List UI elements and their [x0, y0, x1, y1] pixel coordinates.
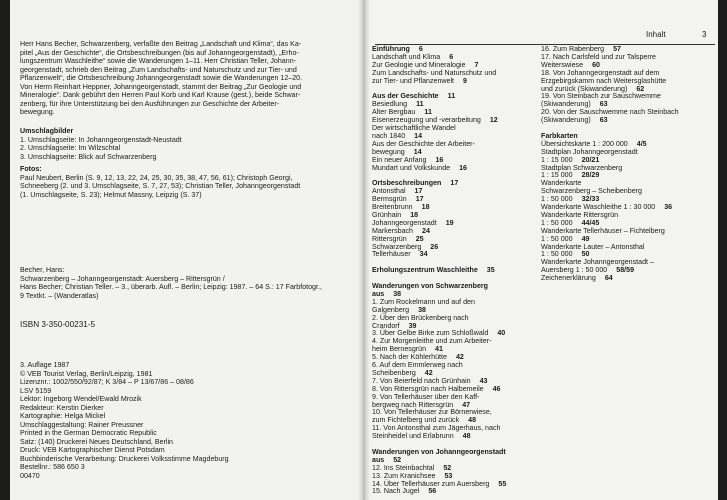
toc-entry-title: Zum Landschafts- und Naturschutz und — [372, 68, 497, 77]
toc-page-number: 19 — [445, 218, 454, 227]
toc-entry-title: Stadtplan Schwarzenberg — [541, 163, 623, 172]
toc-page-number: 42 — [424, 368, 433, 377]
toc-entry-title: Wanderkarte — [541, 179, 582, 188]
toc-page-number: 56 — [428, 487, 437, 496]
toc-entry-title: 20. Von der Sauschwemme nach Steinbach — [541, 108, 679, 117]
toc-entry — [372, 487, 437, 496]
toc-page-number: 63 — [599, 100, 608, 109]
toc-page-number: 17 — [414, 187, 423, 196]
toc-entry-title: Zur Geologie und Mineralogie — [372, 60, 466, 69]
toc-page-number: 41 — [435, 345, 443, 354]
toc-page-number: 39 — [408, 321, 417, 330]
toc-page-number: 63 — [599, 116, 608, 125]
toc-entry-title: Zeichenerklärung — [541, 274, 596, 283]
imprint-line: Umschlaggestaltung: Rainer Preussner — [20, 420, 144, 429]
toc-page-number: 12 — [489, 116, 498, 125]
imprint-line: Lizenznr.: 1002/550/92/87; K 3/84 – P 13/67/86 – 08/86 — [20, 378, 194, 386]
imprint-line: 00470 — [20, 471, 40, 480]
authors-paragraph — [20, 40, 350, 117]
toc-entry-title: Aus der Geschichte der Arbeiter- — [372, 139, 475, 148]
toc-page-number: 34 — [419, 250, 428, 259]
toc-entry-title: Stadtplan Johanngeorgenstadt — [541, 147, 638, 156]
cataloging-line: Becher, Hans: — [20, 266, 65, 274]
cover-image-item: 3. Umschlagseite: Blick auf Schwarzenberg — [20, 152, 157, 161]
imprint-line: Redakteur: Kerstin Dierker — [20, 403, 104, 412]
toc-entry-title: Wanderungen von Johanngeorgenstadt — [372, 447, 506, 456]
cover-images-list — [20, 136, 350, 162]
toc-entry-title: Johanngeorgenstadt — [372, 218, 437, 227]
toc-entry-title: und zurück (Skiwanderung) — [541, 84, 628, 93]
toc-page-number: 18 — [410, 210, 419, 219]
cataloging-line: Schwarzenberg – Johanngeorgenstadt: Auersberg – Rittersgrün / — [20, 274, 225, 283]
toc-entry-title: Crandorf — [372, 321, 400, 330]
toc-entry-title: Steinheidel und Erlabrunn — [372, 432, 454, 441]
toc-entry-title: Schwarzenberg – Scheibenberg — [541, 187, 642, 196]
toc-entry-title: 16. Zum Rabenberg — [541, 45, 605, 53]
intro-line: georgenstadt, schrieb den Beitrag „Zum Landschafts- und Naturschutz und zur Tier- und — [20, 65, 297, 74]
toc-entry-title: 12. Ins Steinbachtal — [372, 463, 435, 472]
toc-entry-title: Übersichtskarte 1 : 200 000 — [541, 139, 628, 148]
toc-entry-title: Besiedlung — [372, 100, 408, 109]
photo-credits-text — [20, 174, 350, 200]
toc-page-number: 48 — [462, 432, 471, 441]
toc-entry-title: Breitenbrunn — [372, 203, 413, 211]
toc-entry — [541, 116, 608, 125]
toc-entry-title: 14. Über Tellerhäuser zum Auersberg — [372, 479, 490, 488]
toc-entry-title: 17. Nach Carlsfeld und zur Talsperre — [541, 52, 657, 61]
toc-page-number: 52 — [393, 455, 402, 464]
intro-line: Mineralogie“. Dank gebührt den Herren Paul Korb und Karl Krause (gest.), beide Schwar- — [20, 91, 301, 99]
imprint-line: Bestellnr.: 586 650 3 — [20, 463, 85, 471]
toc-entry-title: 5. Nach der Köhlerhütte — [372, 353, 447, 362]
toc-entry-title: 7. Von Beierfeld nach Grünhain — [372, 376, 471, 385]
intro-line: zenberg, für ihre Unterstützung bei den Ausführungen zur Geschichte der Arbeiter- — [20, 99, 280, 108]
toc-entry-title: zum Fichtelberg und zurück — [372, 416, 460, 425]
toc-entry-title: 1 : 50 000 — [541, 250, 573, 259]
toc-page-number: 49 — [581, 234, 590, 243]
toc-entry-title: Alter Bergbau — [372, 108, 416, 117]
intro-line: Pflanzenwelt“, die Ortsbeschreibung Johanngeorgenstadt sowie die Wanderungen 12–20. — [20, 74, 303, 82]
toc-entry-title: Einführung — [372, 45, 410, 53]
toc-page-number: 38 — [393, 289, 402, 298]
book-gutter — [358, 0, 370, 500]
toc-page-number: 11 — [416, 100, 424, 109]
toc-entry-title: Antonsthal — [372, 187, 406, 196]
toc-page-number: 44/45 — [581, 218, 600, 227]
cover-image-item: 2. Umschlagseite: Im Wilzschtal — [20, 144, 121, 152]
scan-edge-left — [0, 0, 10, 500]
toc-entry-title: bewegung — [372, 147, 405, 156]
toc-entry-title: Wanderkarte Rittersgrün — [541, 210, 619, 219]
toc-entry-title: 13. Zum Kranichsee — [372, 471, 436, 480]
toc-entry-title: (Skiwanderung) — [541, 116, 591, 125]
toc-page-number: 6 — [418, 45, 423, 53]
toc-entry-title: Wanderkarte Johanngeorgenstadt – — [541, 258, 654, 267]
toc-page-number: 9 — [463, 76, 467, 85]
toc-entry-title: 2. Über den Brückenberg nach — [372, 313, 469, 322]
toc-page-number: 64 — [604, 274, 613, 283]
isbn-block — [20, 321, 350, 330]
photo-credit-line: (1. Umschlagseite, S. 23); Helmut Massny, Leipzig (S. 37) — [20, 190, 202, 199]
cataloging-line: Hans Becher; Christian Teller. – 3., überarb. Aufl. – Berlin; Leipzig: 1987. – 64 S.: 17 Farbfotogr., — [20, 283, 322, 291]
imprint-line: Buchbinderische Verarbeitung: Druckerei Volksstimme Magdeburg — [20, 454, 229, 463]
photo-credit-line: Paul Neubert, Berlin (S. 9, 12, 13, 22, 24, 25, 30, 35, 38, 47, 56, 61); Christoph Georgi, — [20, 173, 293, 182]
toc-entry-title: Aus der Geschichte — [372, 92, 439, 101]
intro-line: Herr Hans Becher, Schwarzenberg, verfaßte den Beitrag „Landschaft und Klima“, das Ka- — [20, 40, 302, 48]
toc-page-number: 11 — [424, 108, 432, 117]
imprint-line: LSV 5159 — [20, 386, 52, 395]
toc-page-number: 20/21 — [581, 155, 600, 164]
toc-page-number: 28/29 — [581, 171, 600, 180]
toc-page-number: 38 — [418, 305, 426, 314]
intro-line: pitel „Aus der Geschichte“, die Ortsbeschreibungen (bis auf Johanngeorgenstadt), „Erho- — [20, 48, 299, 57]
toc-entry-title: 1 : 15 000 — [541, 171, 573, 180]
toc-entry-title: Der wirtschaftliche Wandel — [372, 124, 456, 132]
toc-entry-title: Tellerhäuser — [372, 250, 411, 259]
toc-page-number: 50 — [581, 250, 590, 259]
toc-page-number: 52 — [443, 463, 452, 472]
toc-page-number: 7 — [474, 60, 479, 69]
toc-entry-title: 10. Von Tellerhäuser zur Börnerwiese, — [372, 408, 492, 417]
toc-entry-title: zur Tier- und Pflanzenwelt — [372, 76, 455, 85]
toc-page-number: 26 — [430, 242, 439, 251]
toc-entry-title: Eisenerzeugung und -verarbeitung — [372, 116, 481, 125]
photo-credits-heading: Fotos: — [20, 165, 42, 173]
toc-page-number: 11 — [447, 92, 456, 101]
toc-entry-title: Wanderkarte Tellerhäuser – Fichtelberg — [541, 226, 665, 235]
toc-entry — [372, 432, 471, 441]
toc-entry-title: Schwarzenberg — [372, 242, 422, 251]
toc-page-number: 48 — [468, 416, 477, 425]
cover-images-heading: Umschlagbilder — [20, 127, 74, 135]
toc-entry-title: 11. Von Antonsthal zum Jägerhaus, nach — [372, 424, 501, 433]
imprint-line: © VEB Tourist Verlag, Berlin/Leipzig, 1981 — [20, 369, 153, 378]
toc-entry-title: Auersberg 1 : 50 000 — [541, 266, 608, 275]
toc-entry-title: Weiterswiese — [541, 60, 584, 69]
toc-entry-title: heim Bernesgrün — [372, 345, 427, 354]
toc-page-number: 53 — [444, 471, 453, 480]
toc-entry-title: 1 : 15 000 — [541, 155, 573, 164]
toc-entry-title: 8. Von Rittersgrün nach Halbemeile — [372, 384, 484, 393]
toc-section-heading — [372, 448, 506, 457]
toc-entry-title: Galgenberg — [372, 305, 410, 314]
toc-page-number: 36 — [664, 203, 673, 211]
toc-page-number: 4/5 — [636, 139, 647, 148]
toc-page-number: 14 — [414, 131, 423, 140]
toc-section-heading — [372, 266, 495, 275]
toc-entry-title: bergweg nach Rittersgrün — [372, 400, 454, 409]
toc-entry-title: Wanderungen von Schwarzenberg — [372, 282, 489, 290]
imprint-line: Druck: VEB Kartographischer Dienst Potsdam — [20, 446, 165, 454]
toc-entry-title: Scheibenberg — [372, 368, 416, 377]
toc-entry-title: nach 1840 — [372, 131, 406, 140]
toc-entry-title: 1 : 50 000 — [541, 234, 573, 243]
toc-page-number: 18 — [421, 203, 430, 211]
imprint-line: Printed in the German Democratic Republic — [20, 429, 157, 437]
toc-entry-title: (Skiwanderung) — [541, 100, 591, 109]
intro-line: Von Herrn Reinhart Heppner, Johanngeorgenstadt, stammt der Beitrag „Zur Geologie und — [20, 82, 302, 91]
intro-line: bewegung. — [20, 108, 55, 116]
toc-page-number: 62 — [636, 84, 645, 93]
toc-entry-title: aus — [372, 289, 385, 298]
toc-page-number: 24 — [422, 226, 430, 235]
isbn: ISBN 3-350-00231-5 — [20, 320, 96, 329]
toc-entry-title: Mundart und Volkskunde — [372, 163, 451, 172]
page-number: 3 — [702, 30, 707, 39]
toc-entry-title: aus — [372, 455, 385, 464]
toc-entry — [372, 76, 467, 86]
cataloging-line: 9 Textkt. – (Wanderatlas) — [20, 291, 99, 300]
toc-entry-title: Grünhain — [372, 210, 402, 219]
toc-page-number: 6 — [449, 52, 454, 61]
toc-entry-title: 19. Von Steinbach zur Sauschwemme — [541, 92, 661, 101]
toc-page-number: 57 — [613, 45, 621, 53]
toc-page-number: 32/33 — [581, 195, 600, 204]
photo-credit-line: Schneeberg (2. und 3. Umschlagseite, S. 7, 27, 53); Christian Teller, Johanngeorgenstadt — [20, 182, 301, 190]
toc-entry-title: 1. Zum Rockelmann und auf den — [372, 297, 475, 306]
toc-entry-title: 18. Von Johanngeorgenstadt auf dem — [541, 68, 660, 77]
toc-entry-title: Erzgebirgskamm nach Weitersglashütte — [541, 76, 667, 85]
toc-page-number: 40 — [497, 329, 506, 338]
toc-entry-title: Rittersgrün — [372, 234, 407, 243]
toc-entry-title: Ein neuer Anfang — [372, 155, 427, 164]
toc-page-number: 14 — [413, 147, 422, 156]
imprint-line: Satz: (140) Druckerei Neues Deutschland, Berlin — [20, 437, 173, 446]
imprint-line: Kartographie: Helga Mickel — [20, 412, 106, 420]
scan-edge-right — [718, 0, 727, 500]
toc-page-number: 58/59 — [616, 266, 635, 275]
toc-page-number: 42 — [455, 353, 464, 362]
toc-entry-title: Ortsbeschreibungen — [372, 179, 442, 188]
toc-entry-title: Farbkarten — [541, 131, 578, 140]
photo-credits-section — [20, 165, 350, 199]
toc-entry-title: Wanderkarte Lauter – Antonsthal — [541, 242, 645, 251]
toc-entry-title: 6. Auf dem Emmlerweg nach — [372, 361, 463, 369]
toc-page-number: 25 — [415, 234, 424, 243]
toc-page-number: 46 — [492, 384, 501, 393]
toc-entry — [372, 250, 428, 259]
toc-entry-title: Bermsgrün — [372, 195, 407, 204]
toc-entry-title: Erholungszentrum Waschleithe — [372, 266, 478, 275]
toc-entry — [372, 163, 467, 173]
toc-entry-title: 1 : 50 000 — [541, 195, 573, 204]
toc-page-number: 17 — [450, 179, 459, 188]
cover-images-section — [20, 127, 350, 161]
toc-entry-title: 3. Über Gelbe Birke zum Schloßwald — [372, 329, 489, 338]
toc-entry — [541, 274, 613, 283]
toc-entry-title: 9. Von Tellerhäuser über den Kaff- — [372, 392, 480, 401]
toc-page-number: 35 — [486, 266, 495, 275]
toc-entry-title: Landschaft und Klima — [372, 52, 441, 61]
toc-page-number: 17 — [415, 195, 424, 204]
toc-section-heading — [372, 282, 488, 291]
toc-page-number: 60 — [592, 60, 600, 69]
toc-entry-title: 1 : 50 000 — [541, 218, 573, 227]
intro-line: lungszentrum Waschleithe“ sowie die Wanderungen 1–11. Herr Christian Teller, Johann- — [20, 57, 297, 65]
imprint-line: Lektor: Ingeborg Wendel/Ewald Mrozik — [20, 395, 142, 403]
running-head-title: Inhalt — [646, 30, 666, 39]
toc-page-number: 55 — [498, 479, 507, 488]
toc-page-number: 16 — [435, 155, 444, 164]
cover-image-item: 1. Umschlagseite: In Johanngeorgenstadt-Neustadt — [20, 135, 182, 144]
toc-entry-title: Wanderkarte Waschleithe 1 : 30 000 — [541, 203, 656, 211]
imprint-line: 3. Auflage 1987 — [20, 361, 70, 369]
toc-entry-title: 15. Nach Jugel — [372, 487, 420, 496]
toc-page-number: 16 — [459, 163, 467, 172]
toc-page-number: 43 — [479, 376, 488, 385]
toc-entry-title: Markersbach — [372, 226, 414, 235]
imprint — [20, 361, 350, 480]
toc-page-number: 47 — [462, 400, 471, 409]
toc-entry-title: 4. Zur Morgenleithe und zum Arbeiter- — [372, 337, 492, 346]
cataloging-record — [20, 266, 350, 300]
